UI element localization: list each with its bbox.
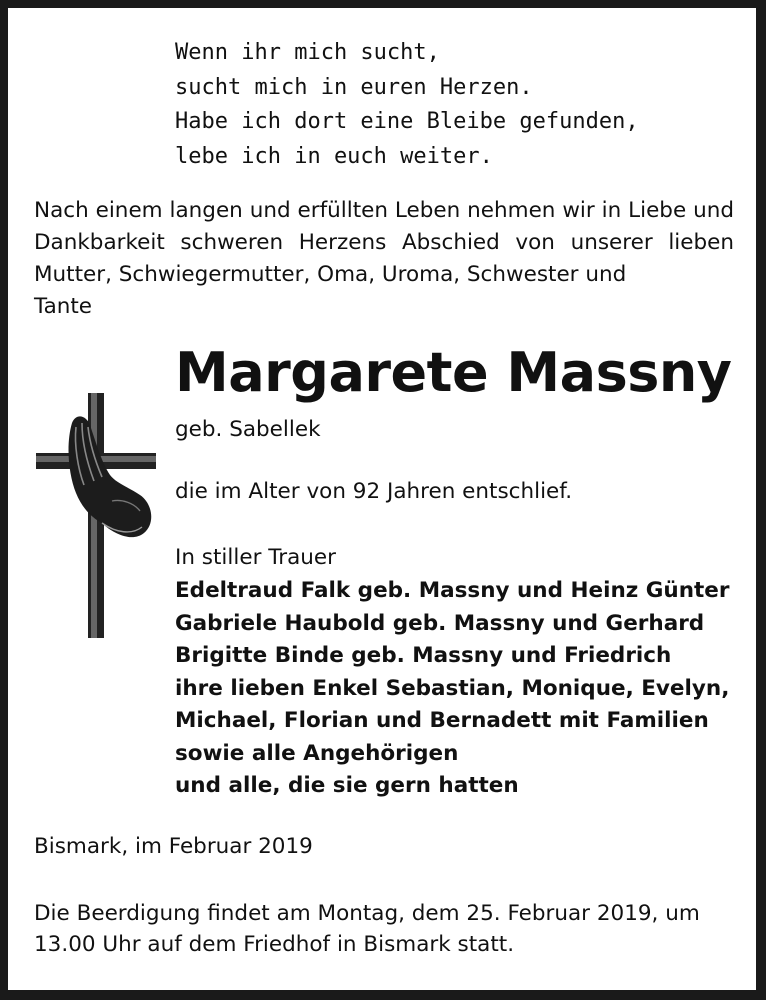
funeral-info: Die Beerdigung findet am Montag, dem 25. Februar 2019, um 13.00 Uhr auf dem Friedhof in Bismark statt. <box>34 901 700 957</box>
mourners-list <box>175 575 729 803</box>
list-item: ihre lieben Enkel Sebastian, Monique, Evelyn, <box>175 675 730 701</box>
age-line: die im Alter von 92 Jahren entschlief. <box>175 479 573 504</box>
list-item: Gabriele Haubold geb. Massny und Gerhard <box>175 610 705 636</box>
list-item: sowie alle Angehörigen <box>175 740 459 766</box>
deceased-name: Margarete Massny <box>175 341 732 404</box>
intro-last-word: Tante <box>34 294 93 319</box>
place-date: Bismark, im Februar 2019 <box>34 834 313 859</box>
list-item: Michael, Florian und Bernadett mit Familien <box>175 708 709 733</box>
intro-paragraph <box>34 195 734 323</box>
maiden-name: geb. Sabellek <box>175 417 321 442</box>
list-item: und alle, die sie gern hatten <box>175 773 519 798</box>
memorial-poem: Wenn ihr mich sucht, sucht mich in euren Herzen. Habe ich dort eine Bleibe gefunden, lebe ich in euch weiter. <box>175 40 639 169</box>
praying-hands-cross-icon <box>32 383 162 638</box>
mourning-label: In stiller Trauer <box>175 545 336 570</box>
list-item: Edeltraud Falk geb. Massny und Heinz Günter <box>175 578 730 603</box>
intro-text: Nach einem langen und erfüllten Leben nehmen wir in Liebe und Dankbarkeit schweren Herzens Abschied von unserer lieben Mutter, Schwiegermutter, Oma, Uroma, Schwester und <box>34 198 734 287</box>
list-item: Brigitte Binde geb. Massny und Friedrich <box>175 643 672 668</box>
obituary-notice <box>8 8 756 990</box>
